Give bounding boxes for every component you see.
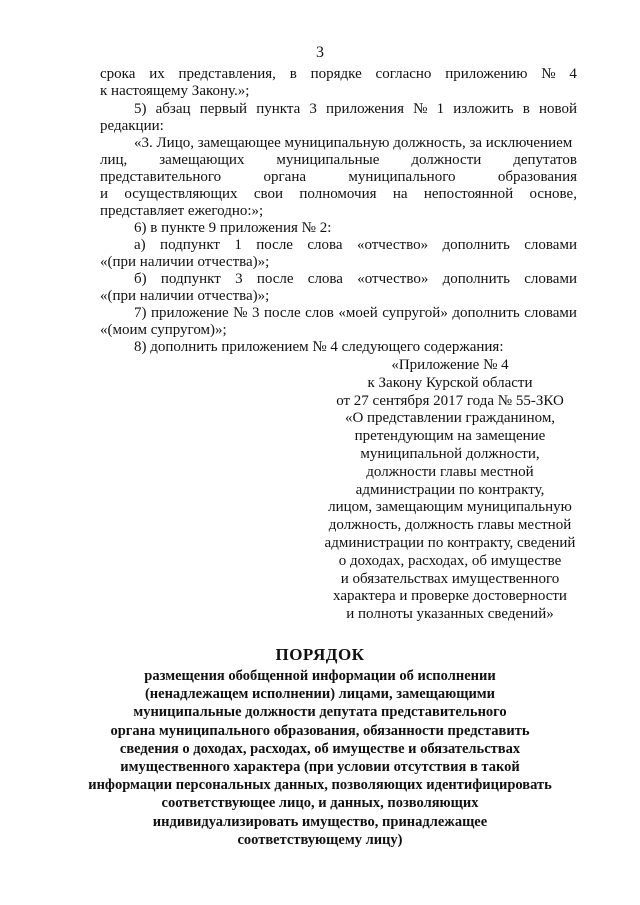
order-heading-line: (ненадлежащем исполнении) лицами, замещающими — [144, 686, 496, 703]
par6b-line2: «(при наличии отчества)»; — [100, 288, 270, 304]
appendix-note-line: должность, должность главы местной — [328, 517, 572, 534]
order-heading-line: муниципальные должности депутата представительного — [133, 704, 507, 721]
par5-line2: редакции: — [100, 118, 164, 134]
par1-line2: к настоящему Закону.»; — [100, 83, 250, 99]
appendix-note-line: муниципальной должности, — [360, 445, 540, 462]
par6b-line1: б) подпункт 3 после слова «отчество» дополнить словами — [134, 271, 577, 287]
order-title: ПОРЯДОК — [275, 645, 365, 664]
quote3-line3: представительного органа муниципального образования — [100, 169, 577, 185]
par8-line1: 8) дополнить приложением № 4 следующего содержания: — [134, 339, 504, 355]
page-number: 3 — [316, 44, 324, 61]
par1-line1: срока их представления, в порядке согласно приложению № 4 — [100, 66, 577, 82]
par7-line2: «(моим супругом)»; — [100, 322, 227, 338]
appendix-note-line: о доходах, расходах, об имуществе — [338, 552, 562, 569]
order-heading-line: соответствующее лицо, и данных, позволяющих — [161, 795, 479, 812]
appendix-note — [300, 357, 600, 624]
par6a-line2: «(при наличии отчества)»; — [100, 254, 270, 270]
appendix-note-line: претендующим на замещение — [354, 428, 546, 445]
order-heading-line: имущественного характера (при условии отсутствия в такой — [120, 759, 520, 776]
par5-line1: 5) абзац первый пункта 3 приложения № 1 изложить в новой — [134, 101, 577, 117]
appendix-note-line: от 27 сентября 2017 года № 55-ЗКО — [336, 392, 564, 409]
order-heading — [0, 667, 640, 849]
appendix-note-line: «Приложение № 4 — [391, 357, 509, 373]
quote3-line4: и осуществляющих свои полномочия на непостоянной основе, — [100, 186, 577, 202]
order-heading-line: размещения обобщенной информации об исполнении — [144, 668, 496, 684]
quote3-line5: представляет ежегодно:»; — [100, 203, 264, 219]
par6a-line1: а) подпункт 1 после слова «отчество» дополнить словами — [134, 237, 577, 253]
appendix-note-line: администрации по контракту, сведений — [324, 534, 576, 551]
order-heading-line: соответствующему лицу) — [237, 831, 403, 848]
appendix-note-line: «О представлении гражданином, — [344, 410, 556, 427]
par6-line1: 6) в пункте 9 приложения № 2: — [134, 220, 332, 236]
order-heading-line: сведения о доходах, расходах, об имуществе и обязательствах — [119, 740, 521, 757]
appendix-note-line: характера и проверке достоверности — [333, 588, 567, 605]
quote3-line2: лиц, замещающих муниципальные должности депутатов — [100, 152, 577, 168]
appendix-note-line: лицом, замещающим муниципальную — [328, 499, 572, 516]
order-heading-line: информации персональных данных, позволяющих идентифицировать — [88, 777, 552, 794]
appendix-note-line: и полноты указанных сведений» — [346, 606, 554, 623]
order-heading-line: индивидуализировать имущество, принадлежащее — [152, 813, 488, 830]
appendix-note-line: администрации по контракту, — [355, 481, 545, 498]
appendix-note-line: к Закону Курской области — [367, 374, 533, 391]
order-heading-line: органа муниципального образования, обязанности представить — [110, 722, 530, 739]
appendix-note-line: и обязательствах имущественного — [340, 570, 560, 587]
par7-line1: 7) приложение № 3 после слов «моей супругой» дополнить словами — [134, 305, 577, 321]
quote3-line1: «3. Лицо, замещающее муниципальную должность, за исключением — [134, 135, 573, 151]
appendix-note-line: должности главы местной — [366, 463, 534, 480]
